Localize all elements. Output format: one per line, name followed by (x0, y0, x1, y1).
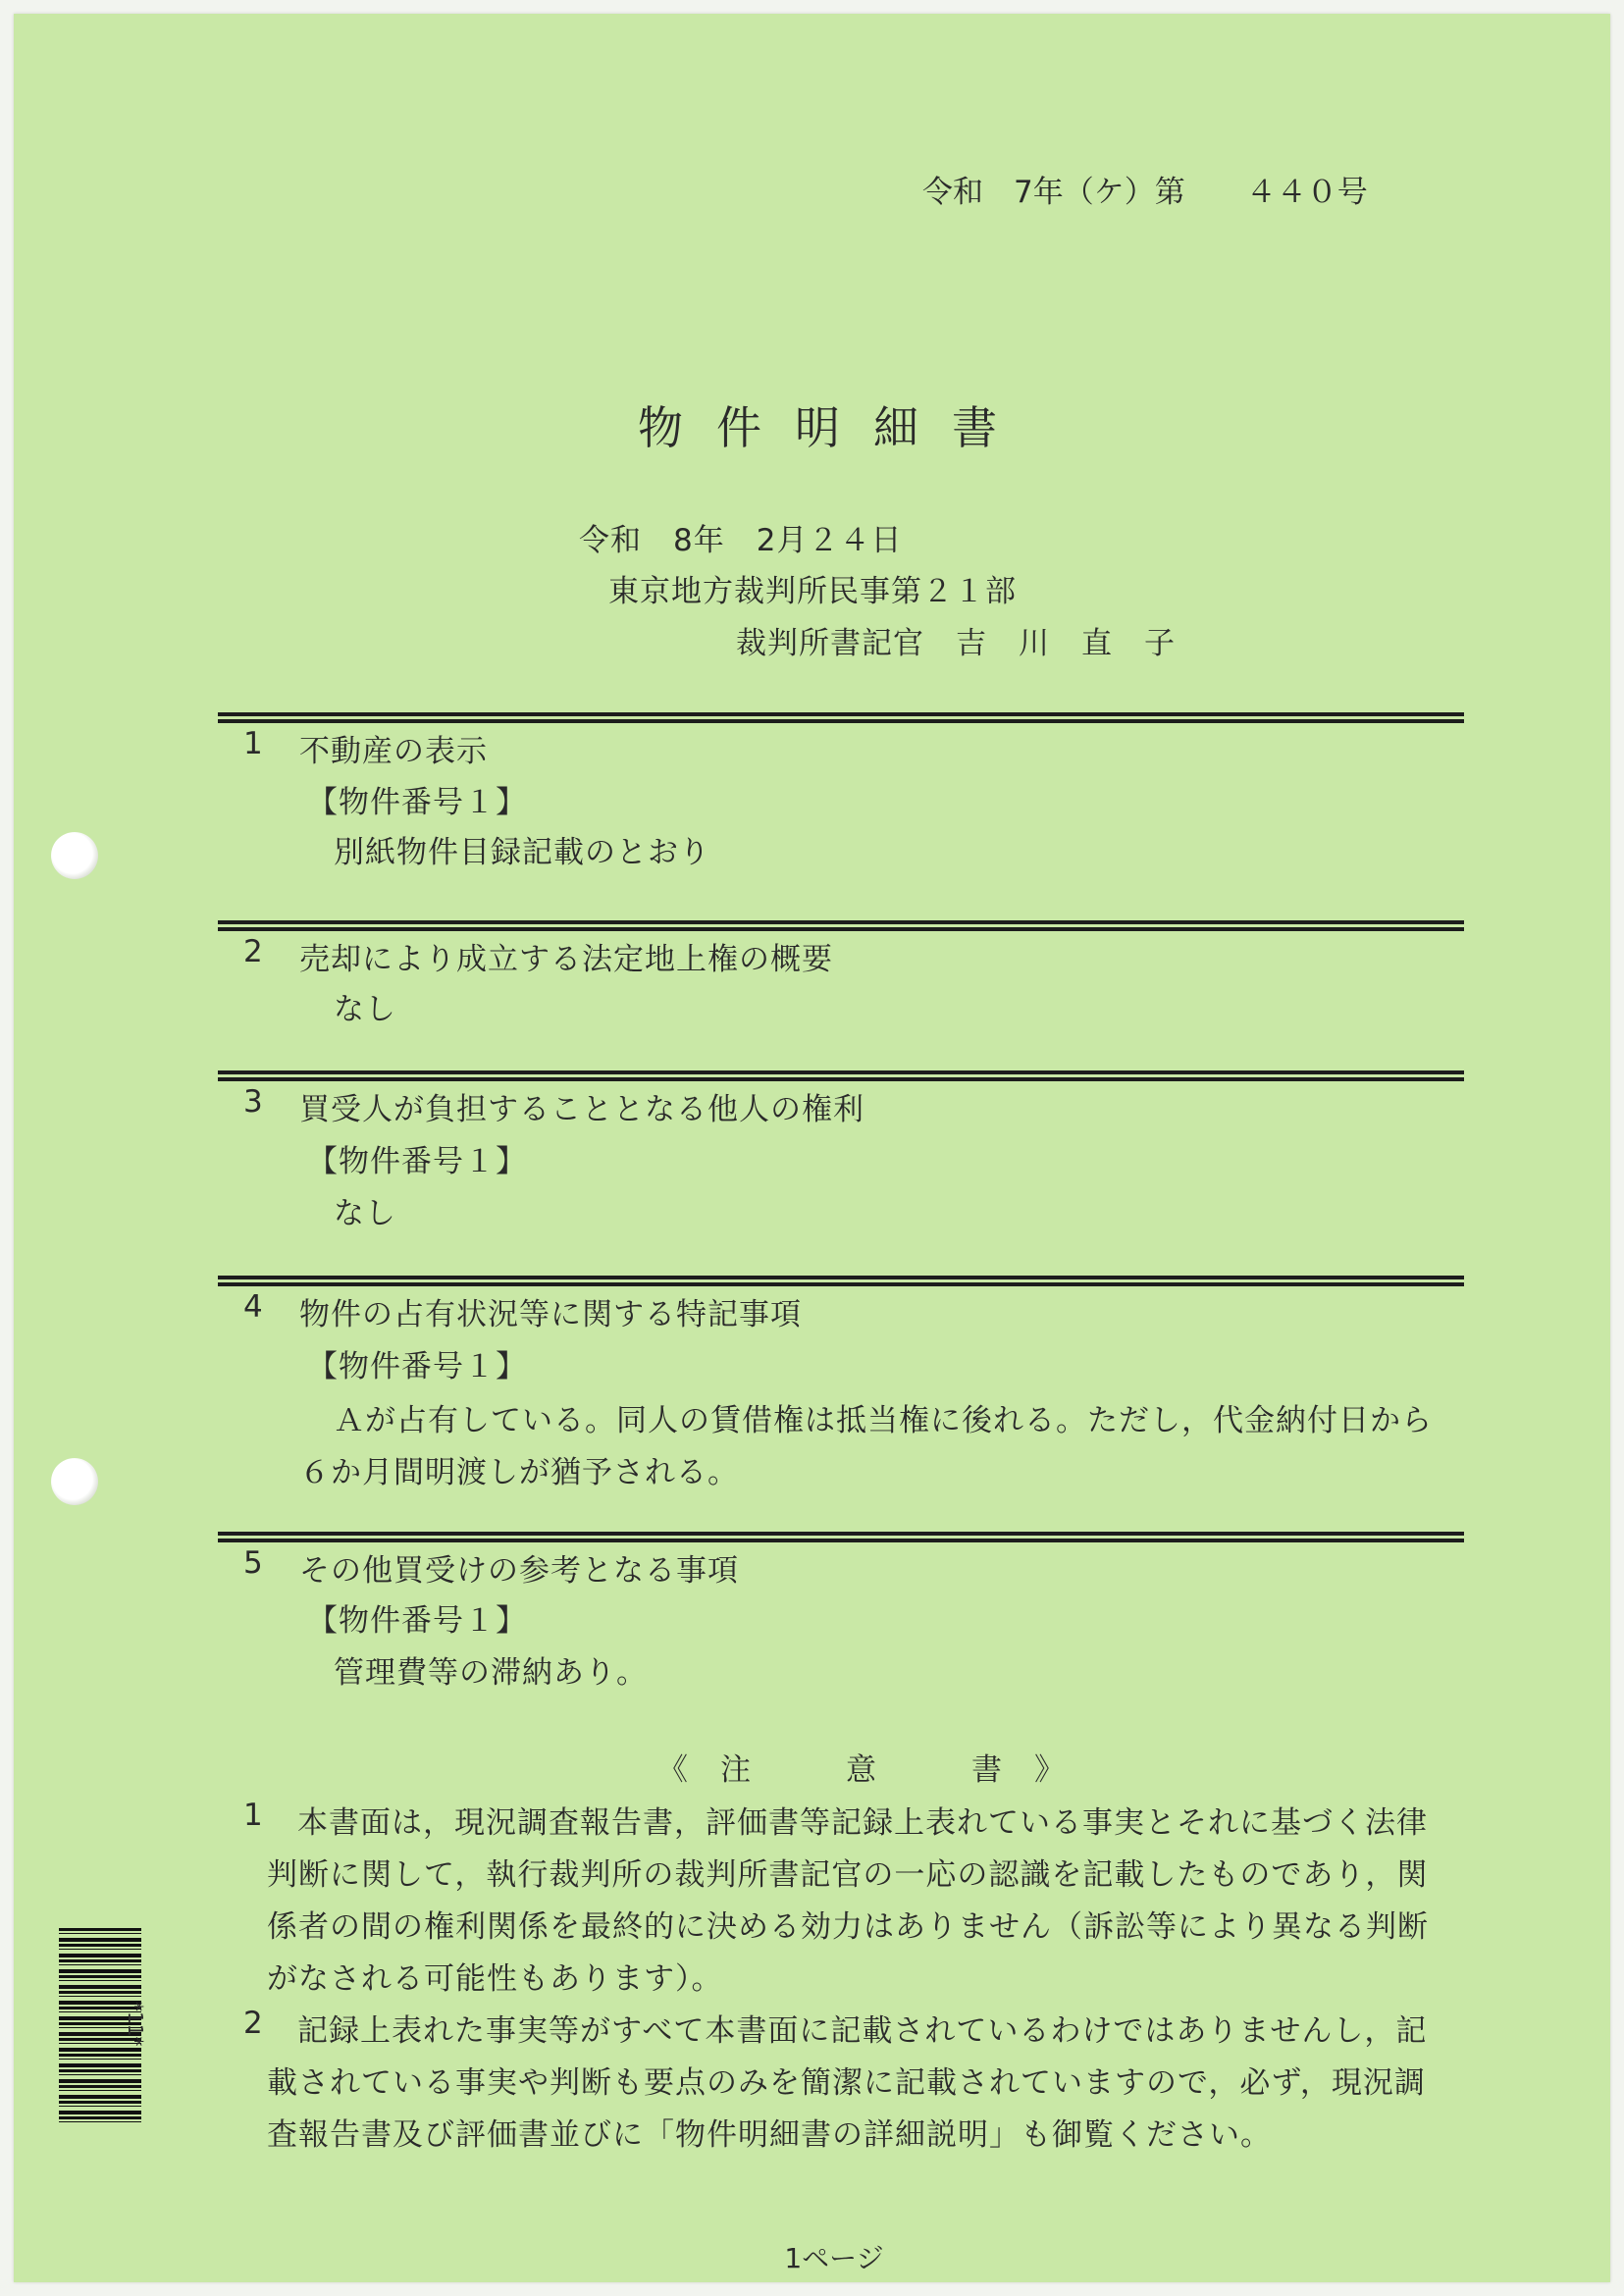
section-body-line: なし (334, 992, 396, 1027)
section-divider (218, 1070, 1464, 1081)
clerk-name: 裁判所書記官 吉 川 直 子 (736, 626, 1176, 661)
notes-title: 《 注 意 書 》 (657, 1752, 1066, 1788)
section-divider (218, 1532, 1464, 1542)
note-line: 本書面は，現況調査報告書，評価書等記録上表れている事実とそれに基づく法律 (297, 1805, 1428, 1841)
note-number: 2 (243, 2006, 264, 2041)
note-line: 判断に関して，執行裁判所の裁判所書記官の一応の認識を記載したものであり，関 (267, 1857, 1429, 1893)
court-name: 東京地方裁判所民事第２１部 (608, 574, 1017, 609)
section-number: 5 (243, 1545, 264, 1581)
note-line: 査報告書及び評価書並びに「物件明細書の詳細説明」も御覧ください。 (267, 2117, 1272, 2153)
note-number: 1 (243, 1798, 264, 1833)
barcode-label: *11* (124, 2002, 147, 2047)
note-line: 記録上表れた事実等がすべて本書面に記載されているわけではありませんし，記 (297, 2013, 1428, 2049)
section-heading: 買受人が負担することとなる他人の権利 (299, 1092, 864, 1127)
property-number-tag: 【物件番号１】 (307, 1144, 527, 1179)
section-heading: 不動産の表示 (299, 734, 488, 769)
note-line: 係者の間の権利関係を最終的に決める効力はありません（訴訟等により異なる判断 (267, 1909, 1429, 1945)
section-number: 2 (243, 934, 264, 969)
section-number: 1 (243, 726, 264, 761)
page-number: 1ページ (784, 2242, 884, 2274)
document-title: 物件明細書 (638, 401, 1030, 454)
section-body-line: 別紙物件目録記載のとおり (334, 835, 710, 870)
note-line: 載されている事実や判断も要点のみを簡潔に記載されていますので，必ず，現況調 (267, 2065, 1426, 2101)
section-heading: 売却により成立する法定地上権の概要 (299, 942, 833, 977)
note-line: がなされる可能性もあります）。 (267, 1961, 723, 1997)
issue-date: 令和 8年 2月２４日 (579, 523, 903, 558)
property-number-tag: 【物件番号１】 (307, 1603, 527, 1639)
property-number-tag: 【物件番号１】 (307, 1349, 527, 1384)
section-heading: その他買受けの参考となる事項 (299, 1553, 739, 1589)
section-divider (218, 712, 1464, 723)
section-body-line: 管理費等の滞納あり。 (334, 1655, 648, 1691)
section-number: 3 (243, 1084, 264, 1120)
punch-hole (51, 832, 98, 879)
section-divider (218, 920, 1464, 931)
section-heading: 物件の占有状況等に関する特記事項 (299, 1297, 802, 1332)
punch-hole (51, 1458, 98, 1505)
section-number: 4 (243, 1289, 264, 1325)
section-divider (218, 1276, 1464, 1286)
section-body-line: ６か月間明渡しが猶予される。 (299, 1455, 739, 1490)
property-number-tag: 【物件番号１】 (307, 785, 527, 820)
case-number: 令和 7年（ケ）第 ４４０号 (922, 175, 1368, 210)
section-body-line: Ａが占有している。同人の賃借権は抵当権に後れる。ただし，代金納付日から (334, 1403, 1433, 1438)
section-body-line: なし (334, 1196, 396, 1231)
